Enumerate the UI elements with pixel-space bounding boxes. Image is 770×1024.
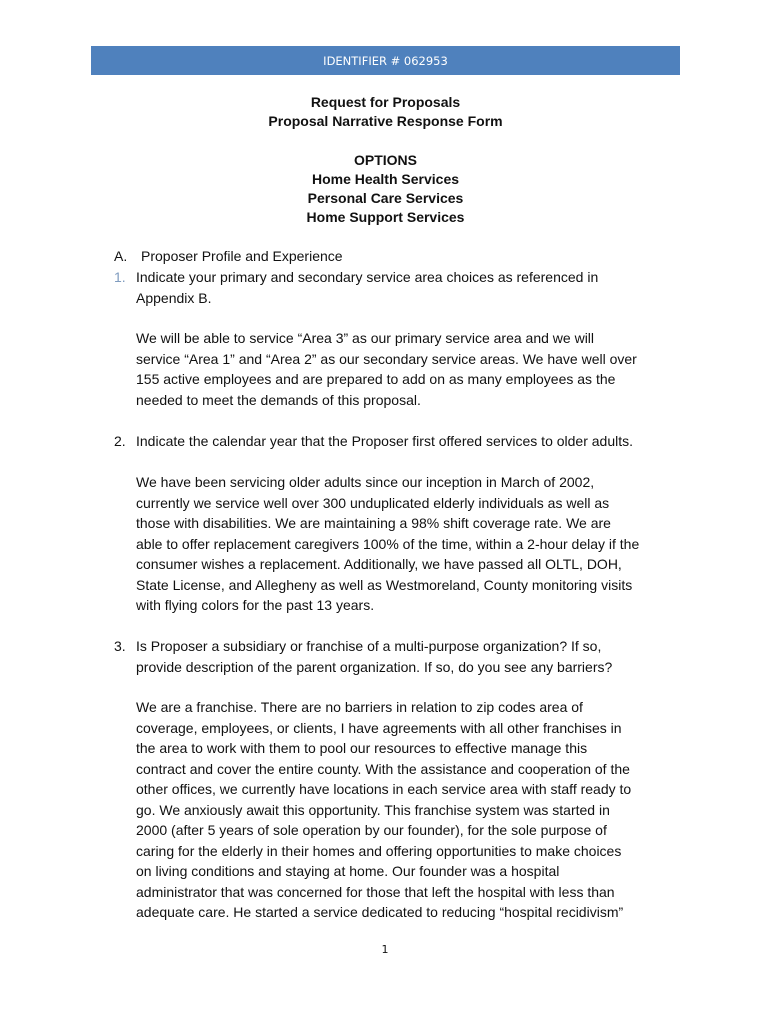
answer-line: We are a franchise. There are no barriers in relation to zip codes area of bbox=[136, 699, 583, 715]
answer-line: go. We anxiously await this opportunity. This franchise system was started in bbox=[136, 801, 610, 818]
document-title: Request for Proposals bbox=[310, 94, 461, 110]
item-1-answer bbox=[136, 328, 696, 410]
options-heading: OPTIONS bbox=[353, 152, 417, 168]
item-3-number: 3. bbox=[114, 638, 126, 654]
item-2-question bbox=[136, 431, 696, 452]
answer-line: 155 active employees and are prepared to add on as many employees as the bbox=[136, 371, 616, 387]
option-home-health: Home Health Services bbox=[311, 171, 460, 187]
answer-line: consumer wishes a replacement. Additionally, we have passed all OLTL, DOH, bbox=[136, 556, 622, 572]
options-block bbox=[91, 151, 680, 227]
answer-line: State License, and Allegheny as well as Westmoreland, County monitoring visits bbox=[136, 576, 633, 593]
answer-line: other offices, we currently have locations in each service area with staff ready to bbox=[136, 781, 632, 797]
question-line: Indicate your primary and secondary service area choices as referenced in bbox=[136, 269, 599, 285]
answer-line: adequate care. He started a service dedicated to reducing “hospital recidivism” bbox=[136, 904, 624, 920]
item-1-number: 1. bbox=[114, 269, 126, 285]
answer-line: on living conditions and staying at home. Our founder was a hospital bbox=[136, 863, 560, 879]
answer-line: We have been servicing older adults since our inception in March of 2002, bbox=[136, 474, 595, 490]
question-line: provide description of the parent organization. If so, do you see any barriers? bbox=[136, 658, 613, 675]
page-number: 1 bbox=[381, 943, 389, 956]
item-3-answer bbox=[136, 697, 696, 923]
question-line: Indicate the calendar year that the Proposer first offered services to older adults. bbox=[136, 433, 634, 449]
section-title: Proposer Profile and Experience bbox=[141, 248, 343, 264]
answer-line: 2000 (after 5 years of sole operation by our founder), for the sole purpose of bbox=[136, 822, 607, 838]
answer-line: with flying colors for the past 13 years. bbox=[136, 597, 375, 613]
question-line: Is Proposer a subsidiary or franchise of a multi-purpose organization? If so, bbox=[136, 638, 602, 654]
identifier-banner bbox=[91, 46, 680, 75]
option-personal-care: Personal Care Services bbox=[307, 190, 464, 206]
document-subtitle: Proposal Narrative Response Form bbox=[268, 113, 503, 129]
item-1-question bbox=[136, 267, 696, 308]
answer-line: needed to meet the demands of this proposal. bbox=[136, 391, 421, 408]
answer-line: able to offer replacement caregivers 100% of the time, within a 2-hour delay if the bbox=[136, 535, 640, 552]
answer-line: currently we service well over 300 unduplicated elderly individuals as well as bbox=[136, 494, 610, 511]
answer-line: service “Area 1” and “Area 2” as our secondary service areas. We have well over bbox=[136, 350, 637, 367]
answer-line: coverage, employees, or clients, I have agreements with all other franchises in bbox=[136, 719, 622, 736]
identifier-text: IDENTIFIER # 062953 bbox=[323, 53, 448, 68]
question-line: Appendix B. bbox=[136, 289, 212, 306]
item-2-number: 2. bbox=[114, 433, 126, 449]
section-marker: A. bbox=[114, 248, 128, 264]
answer-line: administrator that was concerned for those that left the hospital with less than bbox=[136, 883, 615, 900]
item-3-question bbox=[136, 636, 696, 677]
answer-line: caring for the elderly in their homes and offering opportunities to make choices bbox=[136, 842, 622, 859]
answer-line: those with disabilities. We are maintaining a 98% shift coverage rate. We are bbox=[136, 515, 611, 531]
answer-line: We will be able to service “Area 3” as our primary service area and we will bbox=[136, 330, 595, 346]
document-title-block bbox=[91, 93, 680, 131]
option-home-support: Home Support Services bbox=[306, 209, 465, 225]
answer-line: the area to work with them to pool our resources to effective manage this bbox=[136, 740, 588, 756]
answer-line: contract and cover the entire county. With the assistance and cooperation of the bbox=[136, 760, 630, 777]
item-2-answer bbox=[136, 472, 696, 616]
